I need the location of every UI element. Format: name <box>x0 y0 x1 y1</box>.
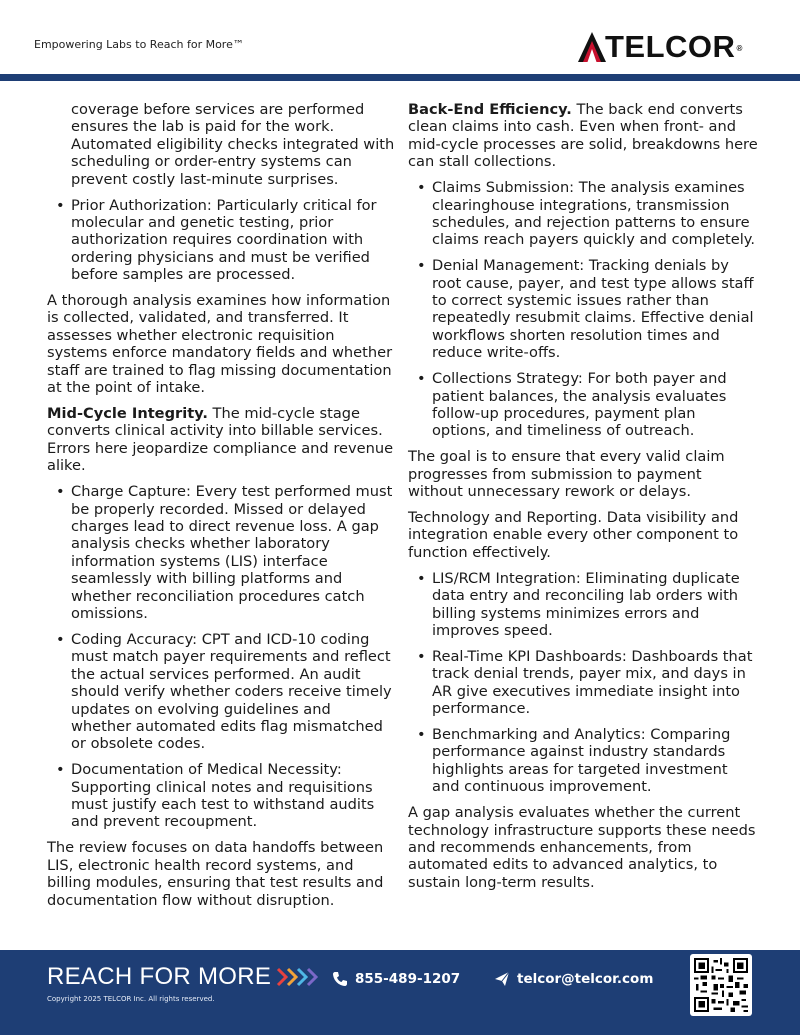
paragraph-gap-analysis: A gap analysis evaluates whether the current technology infrastructure supports these needs and recommends enhancements, from automated edits to advanced analytics, to sustain long-term results. <box>408 804 756 891</box>
list-item: • Coding Accuracy: CPT and ICD-10 coding must match payer requirements and reflect the actual services performed. An audit should verify whether coders receive timely updates on evolving guidelines and whether automated edits flag mismatched or obsolete codes. <box>71 631 395 753</box>
list-item: • Collections Strategy: For both payer and patient balances, the analysis evaluates follow-up procedures, payment plan options, and timeliness of outreach. <box>432 370 758 440</box>
phone-icon <box>332 971 348 987</box>
mid-cycle-list <box>47 483 395 831</box>
list-item: • Real-Time KPI Dashboards: Dashboards that track denial trends, payer mix, and days in AR give executives immediate insight into performance. <box>432 648 758 718</box>
paragraph-technology: Technology and Reporting. Data visibility and integration enable every other component to function effectively. <box>408 509 739 561</box>
page-header <box>0 0 800 82</box>
list-item: • Denial Management: Tracking denials by root cause, payer, and test type allows staff to correct systemic issues rather than repeatedly resubmit claims. Effective denial workflows shorten resolution times and reduce write-offs. <box>432 257 758 361</box>
back-end-heading: Back-End Efficiency. <box>408 101 572 118</box>
telcor-logo <box>577 29 743 65</box>
tagline: Empowering Labs to Reach for More™ <box>34 38 244 51</box>
back-end-list <box>408 179 758 440</box>
list-item: • Charge Capture: Every test performed must be properly recorded. Missed or delayed charges lead to direct revenue loss. A gap analysis checks whether laboratory information systems (LIS) interface seamlessly with billing platforms and whether reconciliation procedures catch omissions. <box>71 483 395 622</box>
reach-for-more-banner: REACH FOR MORE <box>47 963 319 991</box>
email-contact[interactable] <box>494 971 653 987</box>
technology-list <box>408 570 758 796</box>
logo-triangle-icon <box>577 31 607 63</box>
list-item: • Benchmarking and Analytics: Comparing performance against industry standards highlights areas for targeted investment and continuous improvement. <box>432 726 758 796</box>
paragraph-mid-cycle: Mid-Cycle Integrity. The mid-cycle stage converts clinical activity into billable services. Errors here jeopardize compliance and revenue alike. <box>47 405 394 475</box>
paragraph-review: The review focuses on data handoffs between LIS, electronic health record systems, and billing modules, ensuring that test results and documentation flow without disruption. <box>47 839 384 909</box>
list-item: • LIS/RCM Integration: Eliminating duplicate data entry and reconciling lab orders with billing systems minimizes errors and improves speed. <box>432 570 758 640</box>
list-item: • Documentation of Medical Necessity: Supporting clinical notes and requisitions must justify each test to withstand audits and prevent recoupment. <box>71 761 395 831</box>
page-footer <box>0 950 800 1035</box>
paragraph-back-end: Back-End Efficiency. The back end converts clean claims into cash. Even when front- and mid-cycle processes are solid, breakdowns here can stall collections. <box>408 101 758 171</box>
list-item: • Claims Submission: The analysis examines clearinghouse integrations, transmission schedules, and rejection patterns to ensure claims reach payers quickly and completely. <box>432 179 758 249</box>
paragraph-goal: The goal is to ensure that every valid claim progresses from submission to payment without unnecessary rework or delays. <box>408 448 725 501</box>
right-column <box>408 101 758 900</box>
copyright: Copyright 2025 TELCOR Inc. All rights reserved. <box>47 995 215 1003</box>
logo-wordmark: TELCOR® <box>605 29 743 64</box>
list-item: coverage before services are performed ensures the lab is paid for the work. Automated eligibility checks integrated with scheduling or order-entry systems can prevent costly last-minute surprises. <box>71 101 395 188</box>
header-rule <box>0 74 800 81</box>
paragraph-thorough-analysis: A thorough analysis examines how information is collected, validated, and transferred. It assesses whether electronic requisition systems enforce mandatory fields and whether staff are trained to flag missing documentation at the point of intake. <box>47 292 393 397</box>
send-icon <box>494 971 510 987</box>
chevrons-icon <box>275 966 319 988</box>
eligibility-list-continued <box>47 101 395 284</box>
left-column <box>47 101 395 917</box>
list-item: • Prior Authorization: Particularly critical for molecular and genetic testing, prior authorization requires coordination with ordering physicians and must be verified before samples are processed. <box>71 197 395 284</box>
phone-contact[interactable] <box>332 971 460 987</box>
qr-code[interactable] <box>690 954 752 1016</box>
phone-number: 855-489-1207 <box>355 971 461 987</box>
qr-code-icon <box>694 958 748 1012</box>
email-address: telcor@telcor.com <box>517 971 654 987</box>
mid-cycle-heading: Mid-Cycle Integrity. <box>47 405 208 422</box>
